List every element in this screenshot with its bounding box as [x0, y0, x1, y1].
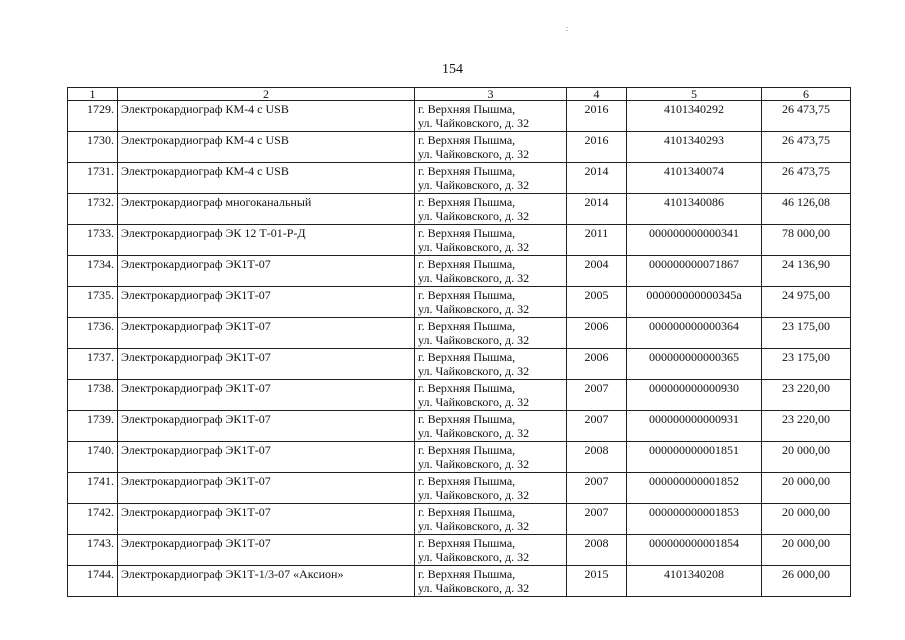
address-city: г. Верхняя Пышма,: [418, 350, 516, 364]
item-year: 2007: [567, 473, 627, 504]
item-name: Электрокардиограф КМ-4 с USB: [118, 101, 415, 132]
item-cost: 26 000,00: [762, 566, 851, 597]
item-address: [415, 535, 567, 566]
table-row: [68, 566, 851, 597]
address-street: ул. Чайковского, д. 32: [418, 271, 530, 285]
item-cost: 20 000,00: [762, 535, 851, 566]
table-row: [68, 473, 851, 504]
item-address: [415, 566, 567, 597]
header-col-6: 6: [762, 88, 851, 101]
address-street: ул. Чайковского, д. 32: [418, 333, 530, 347]
inventory-number: 4101340086: [627, 194, 762, 225]
address-street: ул. Чайковского, д. 32: [418, 426, 530, 440]
item-cost: 23 220,00: [762, 380, 851, 411]
row-number: 1743.: [68, 535, 118, 566]
item-address: [415, 132, 567, 163]
row-number: 1738.: [68, 380, 118, 411]
item-year: 2007: [567, 411, 627, 442]
header-col-1: 1: [68, 88, 118, 101]
inventory-number: 000000000001852: [627, 473, 762, 504]
item-year: 2007: [567, 380, 627, 411]
table-row: [68, 411, 851, 442]
address-city: г. Верхняя Пышма,: [418, 195, 516, 209]
address-city: г. Верхняя Пышма,: [418, 474, 516, 488]
item-name: Электрокардиограф многоканальный: [118, 194, 415, 225]
inventory-number: 000000000001854: [627, 535, 762, 566]
table-row: [68, 535, 851, 566]
item-cost: 26 473,75: [762, 163, 851, 194]
item-name: Электрокардиограф ЭК1Т-07: [118, 256, 415, 287]
address-street: ул. Чайковского, д. 32: [418, 581, 530, 595]
address-street: ул. Чайковского, д. 32: [418, 457, 530, 471]
inventory-number: 000000000000364: [627, 318, 762, 349]
inventory-number: 000000000000930: [627, 380, 762, 411]
item-year: 2016: [567, 101, 627, 132]
table-row: [68, 504, 851, 535]
address-city: г. Верхняя Пышма,: [418, 381, 516, 395]
item-cost: 23 220,00: [762, 411, 851, 442]
asset-table: [67, 87, 851, 597]
item-address: [415, 225, 567, 256]
header-col-2: 2: [118, 88, 415, 101]
item-year: 2008: [567, 442, 627, 473]
address-street: ул. Чайковского, д. 32: [418, 240, 530, 254]
address-street: ул. Чайковского, д. 32: [418, 147, 530, 161]
item-name: Электрокардиограф ЭК1Т-07: [118, 318, 415, 349]
item-address: [415, 163, 567, 194]
address-street: ул. Чайковского, д. 32: [418, 178, 530, 192]
row-number: 1730.: [68, 132, 118, 163]
item-cost: 26 473,75: [762, 101, 851, 132]
item-year: 2007: [567, 504, 627, 535]
inventory-number: 000000000000345а: [627, 287, 762, 318]
item-name: Электрокардиограф ЭК 12 Т-01-Р-Д: [118, 225, 415, 256]
row-number: 1729.: [68, 101, 118, 132]
item-name: Электрокардиограф ЭК1Т-07: [118, 349, 415, 380]
item-address: [415, 318, 567, 349]
item-address: [415, 256, 567, 287]
item-name: Электрокардиограф ЭК1Т-07: [118, 535, 415, 566]
inventory-number: 4101340292: [627, 101, 762, 132]
inventory-number: 000000000000341: [627, 225, 762, 256]
row-number: 1742.: [68, 504, 118, 535]
item-year: 2014: [567, 163, 627, 194]
item-address: [415, 194, 567, 225]
item-name: Электрокардиограф ЭК1Т-07: [118, 504, 415, 535]
table-row: [68, 163, 851, 194]
item-cost: 23 175,00: [762, 318, 851, 349]
table-row: [68, 380, 851, 411]
row-number: 1741.: [68, 473, 118, 504]
address-city: г. Верхняя Пышма,: [418, 505, 516, 519]
address-city: г. Верхняя Пышма,: [418, 226, 516, 240]
item-year: 2014: [567, 194, 627, 225]
table-row: [68, 349, 851, 380]
table-row: [68, 256, 851, 287]
inventory-number: 000000000000365: [627, 349, 762, 380]
header-row: [68, 88, 851, 101]
address-city: г. Верхняя Пышма,: [418, 412, 516, 426]
item-cost: 20 000,00: [762, 442, 851, 473]
item-cost: 23 175,00: [762, 349, 851, 380]
item-cost: 24 975,00: [762, 287, 851, 318]
item-cost: 78 000,00: [762, 225, 851, 256]
inventory-number: 4101340208: [627, 566, 762, 597]
item-address: [415, 411, 567, 442]
item-cost: 20 000,00: [762, 473, 851, 504]
table-row: [68, 318, 851, 349]
header-col-4: 4: [567, 88, 627, 101]
address-city: г. Верхняя Пышма,: [418, 288, 516, 302]
table-row: [68, 194, 851, 225]
address-city: г. Верхняя Пышма,: [418, 257, 516, 271]
item-address: [415, 349, 567, 380]
row-number: 1739.: [68, 411, 118, 442]
item-cost: 46 126,08: [762, 194, 851, 225]
page-number: 154: [442, 62, 463, 77]
inventory-number: 4101340293: [627, 132, 762, 163]
inventory-number: 4101340074: [627, 163, 762, 194]
inventory-number: 000000000001851: [627, 442, 762, 473]
item-year: 2015: [567, 566, 627, 597]
inventory-number: 000000000001853: [627, 504, 762, 535]
item-year: 2004: [567, 256, 627, 287]
address-city: г. Верхняя Пышма,: [418, 319, 516, 333]
item-address: [415, 101, 567, 132]
scan-mark: :: [566, 24, 569, 33]
address-street: ул. Чайковского, д. 32: [418, 364, 530, 378]
item-cost: 24 136,90: [762, 256, 851, 287]
row-number: 1737.: [68, 349, 118, 380]
row-number: 1740.: [68, 442, 118, 473]
table-body: [68, 101, 851, 597]
address-street: ул. Чайковского, д. 32: [418, 488, 530, 502]
item-name: Электрокардиограф ЭК1Т-07: [118, 473, 415, 504]
table-row: [68, 287, 851, 318]
inventory-number: 000000000000931: [627, 411, 762, 442]
table-row: [68, 225, 851, 256]
item-name: Электрокардиограф КМ-4 с USB: [118, 163, 415, 194]
address-street: ул. Чайковского, д. 32: [418, 116, 530, 130]
item-address: [415, 380, 567, 411]
item-address: [415, 473, 567, 504]
address-street: ул. Чайковского, д. 32: [418, 395, 530, 409]
item-name: Электрокардиограф ЭК1Т-07: [118, 287, 415, 318]
address-city: г. Верхняя Пышма,: [418, 536, 516, 550]
row-number: 1731.: [68, 163, 118, 194]
item-name: Электрокардиограф ЭК1Т-07: [118, 380, 415, 411]
address-street: ул. Чайковского, д. 32: [418, 209, 530, 223]
address-city: г. Верхняя Пышма,: [418, 102, 516, 116]
row-number: 1733.: [68, 225, 118, 256]
item-name: Электрокардиограф КМ-4 с USB: [118, 132, 415, 163]
address-street: ул. Чайковского, д. 32: [418, 550, 530, 564]
item-address: [415, 504, 567, 535]
item-name: Электрокардиограф ЭК1Т-07: [118, 442, 415, 473]
item-year: 2011: [567, 225, 627, 256]
header-col-5: 5: [627, 88, 762, 101]
table-row: [68, 442, 851, 473]
address-city: г. Верхняя Пышма,: [418, 164, 516, 178]
item-cost: 26 473,75: [762, 132, 851, 163]
item-address: [415, 287, 567, 318]
item-year: 2008: [567, 535, 627, 566]
header-col-3: 3: [415, 88, 567, 101]
inventory-number: 000000000071867: [627, 256, 762, 287]
address-city: г. Верхняя Пышма,: [418, 133, 516, 147]
table-row: [68, 101, 851, 132]
row-number: 1736.: [68, 318, 118, 349]
address-street: ул. Чайковского, д. 32: [418, 519, 530, 533]
item-address: [415, 442, 567, 473]
row-number: 1744.: [68, 566, 118, 597]
row-number: 1734.: [68, 256, 118, 287]
address-city: г. Верхняя Пышма,: [418, 443, 516, 457]
item-name: Электрокардиограф ЭК1Т-1/3-07 «Аксион»: [118, 566, 415, 597]
table-row: [68, 132, 851, 163]
item-year: 2005: [567, 287, 627, 318]
address-city: г. Верхняя Пышма,: [418, 567, 516, 581]
item-name: Электрокардиограф ЭК1Т-07: [118, 411, 415, 442]
row-number: 1732.: [68, 194, 118, 225]
row-number: 1735.: [68, 287, 118, 318]
address-street: ул. Чайковского, д. 32: [418, 302, 530, 316]
item-year: 2006: [567, 318, 627, 349]
item-year: 2006: [567, 349, 627, 380]
item-cost: 20 000,00: [762, 504, 851, 535]
item-year: 2016: [567, 132, 627, 163]
